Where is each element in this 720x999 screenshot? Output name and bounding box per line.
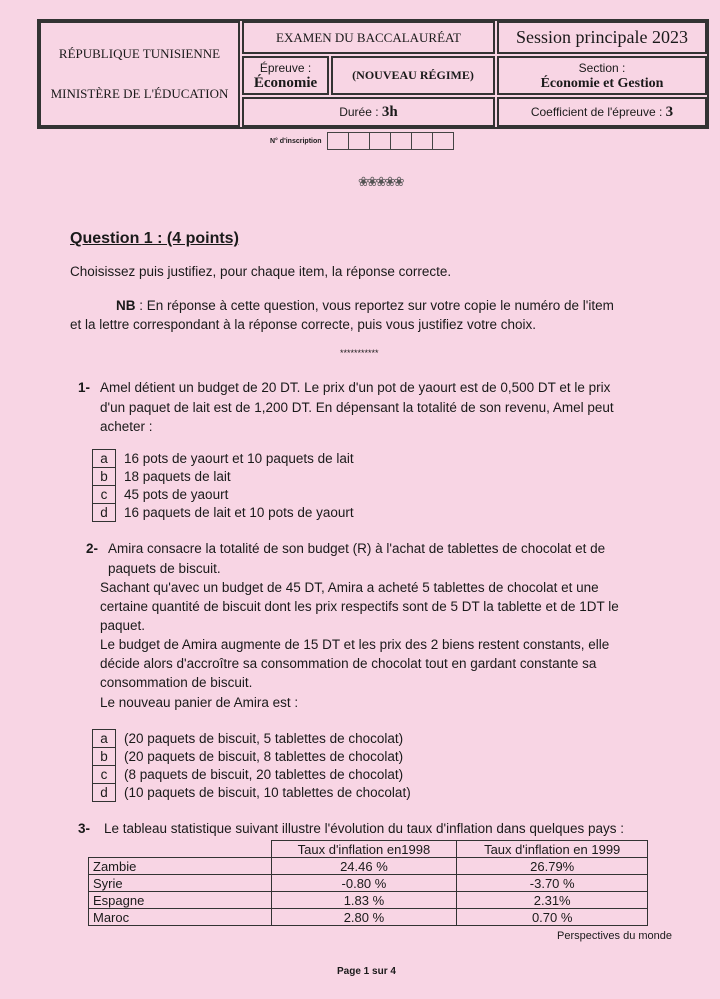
epreuve-cell (242, 56, 329, 95)
table-row: Zambie 24.46 % 26.79% (89, 858, 648, 875)
session: Session principale 2023 (516, 27, 688, 47)
option-a: a 16 pots de yaourt et 10 paquets de lait (92, 449, 354, 467)
table-row: Espagne 1.83 % 2.31% (89, 892, 648, 909)
section: Économie et Gestion (540, 75, 664, 91)
item-text: consommation de biscuit. (100, 675, 253, 690)
table-row: Syrie -0.80 % -3.70 % (89, 875, 648, 892)
item-text: paquet. (100, 618, 146, 633)
option-d: d 16 paquets de lait et 10 pots de yaourt (92, 503, 354, 521)
ministry-cell (39, 21, 240, 127)
coef-cell (497, 97, 707, 127)
item-text: Amel détient un budget de 20 DT. Le prix d'un pot de yaourt est de 0,500 DT et le prix (100, 380, 611, 395)
item-text: Sachant qu'avec un budget de 45 DT, Amira a acheté 5 tablettes de chocolat et une (100, 580, 599, 595)
item-text: Le budget de Amira augmente de 15 DT et les prix des 2 biens restent constants, elle (100, 637, 610, 652)
duree-label: Durée : (339, 104, 379, 119)
epreuve-label: Épreuve : (259, 60, 312, 75)
section-label: Section : (578, 60, 626, 75)
item-text: acheter : (100, 419, 153, 434)
option-b: b 18 paquets de lait (92, 467, 231, 485)
coef: 3 (665, 103, 674, 120)
item-number: 2- (86, 541, 99, 556)
epreuve: Économie (253, 74, 318, 91)
exam-name: EXAMEN DU BACCALAURÉAT (276, 29, 461, 45)
option-b: b (20 paquets de biscuit, 8 tablettes de chocolat) (92, 747, 403, 765)
country: RÉPUBLIQUE TUNISIENNE (58, 46, 221, 61)
item-text: paquets de biscuit. (108, 561, 221, 576)
table-row: Maroc 2.80 % 0.70 % (89, 909, 648, 926)
coef-label: Coefficient de l'épreuve : (530, 104, 663, 119)
nb-line2: et la lettre correspondant à la réponse correcte, puis vous justifiez votre choix. (70, 317, 536, 332)
item-text: Le tableau statistique suivant illustre l'évolution du taux d'inflation dans quelques pays : (104, 821, 624, 836)
inscription-label: N° d'inscription (270, 137, 322, 145)
item-text: Le nouveau panier de Amira est : (100, 695, 299, 710)
nb-line1: NB : En réponse à cette question, vous reportez sur votre copie le numéro de l'item (116, 298, 614, 313)
exam-cell (242, 21, 495, 54)
regime-cell (331, 56, 495, 95)
question-title: Question 1 : (4 points) (70, 230, 239, 247)
duree: 3h (381, 103, 398, 120)
item-number: 3- (78, 821, 91, 836)
ornament-icon: ❀❀❀❀❀ (358, 174, 403, 189)
ministry: MINISTÈRE DE L'ÉDUCATION (50, 86, 229, 101)
session-cell (497, 21, 707, 54)
instruction: Choisissez puis justifiez, pour chaque item, la réponse correcte. (70, 264, 452, 279)
option-a: a (20 paquets de biscuit, 5 tablettes de chocolat) (92, 729, 403, 747)
inscription-field[interactable] (270, 132, 454, 150)
regime: (NOUVEAU RÉGIME) (352, 68, 474, 82)
separator: *********** (340, 348, 379, 358)
option-d: d (10 paquets de biscuit, 10 tablettes de chocolat) (92, 783, 411, 801)
option-c: c (8 paquets de biscuit, 20 tablettes de chocolat) (92, 765, 403, 783)
page-number: Page 1 sur 4 (337, 966, 396, 977)
column-header: Taux d'inflation en1998 (271, 841, 457, 858)
item-text: d'un paquet de lait est de 1,200 DT. En dépensant la totalité de son revenu, Amel peut (100, 400, 614, 415)
section-cell (497, 56, 707, 95)
item-text: décide alors d'accroître sa consommation de chocolat tout en gardant constante sa (100, 656, 597, 671)
duree-cell (242, 97, 495, 127)
table-header-row (89, 841, 648, 858)
inflation-table (88, 840, 648, 926)
item-text: certaine quantité de biscuit dont les prix respectifs sont de 5 DT la tablette et de 1DT le (100, 599, 619, 614)
table-source: Perspectives du monde (557, 930, 672, 942)
item-number: 1- (78, 380, 91, 395)
item-text: Amira consacre la totalité de son budget (R) à l'achat de tablettes de chocolat et de (108, 541, 606, 556)
option-c: c 45 pots de yaourt (92, 485, 228, 503)
column-header: Taux d'inflation en 1999 (457, 841, 648, 858)
exam-header (37, 19, 709, 129)
